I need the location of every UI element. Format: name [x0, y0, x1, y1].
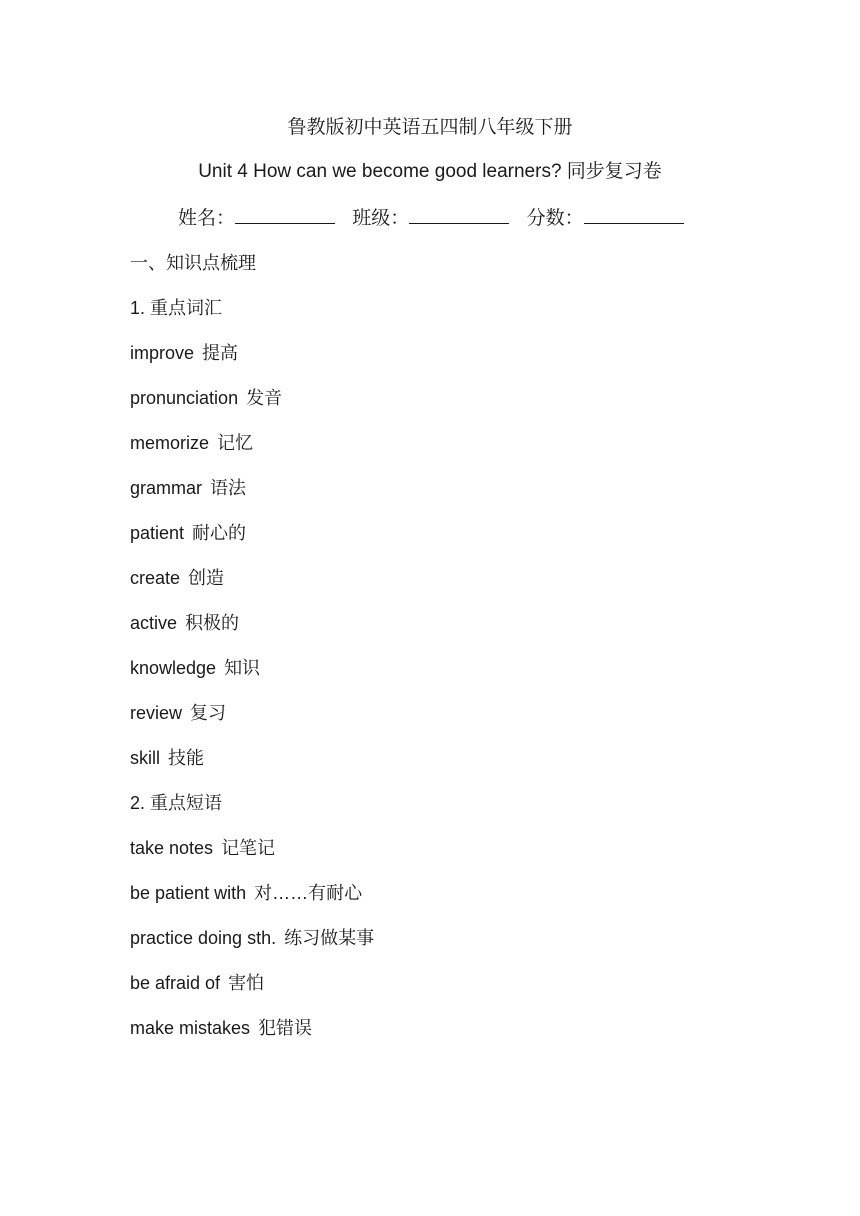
vocab-cn: 复习	[190, 703, 227, 723]
phrase-en: be patient with	[130, 883, 247, 903]
phrase-item	[130, 971, 264, 995]
vocab-cn: 记忆	[217, 433, 254, 453]
vocab-cn: 发音	[246, 388, 283, 408]
phrase-cn: 害怕	[228, 973, 265, 993]
section-heading: 一、知识点梳理	[130, 253, 256, 273]
vocab-item	[130, 566, 224, 590]
vocab-item	[130, 746, 204, 770]
vocab-en: grammar	[130, 478, 203, 498]
name-label: 姓名：	[178, 208, 236, 229]
vocab-en: patient	[130, 523, 185, 543]
phrase-en: practice doing sth.	[130, 928, 277, 948]
vocab-en: skill	[130, 748, 160, 768]
phrase-item	[130, 836, 275, 860]
vocab-en: pronunciation	[130, 388, 239, 408]
phrase-cn: 练习做某事	[284, 928, 375, 948]
phrase-en: take notes	[130, 838, 214, 858]
phrase-heading: 2. 重点短语	[130, 793, 223, 813]
score-label: 分数：	[526, 208, 584, 229]
phrase-cn: 对……有耐心	[254, 883, 363, 903]
name-blank	[235, 205, 335, 224]
vocab-en: improve	[130, 343, 195, 363]
vocab-cn: 积极的	[185, 613, 240, 633]
phrase-item	[130, 926, 374, 950]
vocab-en: memorize	[130, 433, 210, 453]
phrase-cn: 记笔记	[221, 838, 276, 858]
vocab-item	[130, 386, 282, 410]
name-field	[178, 205, 335, 231]
vocab-cn: 提高	[202, 343, 239, 363]
phrase-cn: 犯错误	[258, 1018, 313, 1038]
score-field	[527, 205, 684, 231]
vocab-en: review	[130, 703, 183, 723]
vocab-item	[130, 521, 246, 545]
vocab-cn: 耐心的	[192, 523, 247, 543]
vocab-cn: 创造	[188, 568, 225, 588]
phrase-item	[130, 881, 362, 905]
vocab-cn: 技能	[168, 748, 204, 768]
vocab-cn: 语法	[210, 478, 247, 498]
vocab-en: create	[130, 568, 181, 588]
vocab-item	[130, 341, 238, 365]
vocab-en: active	[130, 613, 178, 633]
document-subtitle: Unit 4 How can we become good learners? 同步复习卷	[198, 161, 662, 182]
vocab-item	[130, 431, 253, 455]
phrase-item	[130, 1016, 312, 1040]
student-info-row	[178, 205, 696, 231]
document-title: 鲁教版初中英语五四制八年级下册	[287, 117, 573, 138]
class-field	[352, 205, 509, 231]
vocab-item	[130, 476, 246, 500]
vocab-heading: 1. 重点词汇	[130, 298, 223, 318]
vocab-item	[130, 611, 239, 635]
phrase-en: make mistakes	[130, 1018, 251, 1038]
vocab-item	[130, 701, 226, 725]
phrase-en: be afraid of	[130, 973, 221, 993]
vocab-item	[130, 656, 260, 680]
vocab-cn: 知识	[224, 658, 261, 678]
class-blank	[409, 205, 509, 224]
vocab-en: knowledge	[130, 658, 217, 678]
class-label: 班级：	[352, 208, 410, 229]
score-blank	[584, 205, 684, 224]
